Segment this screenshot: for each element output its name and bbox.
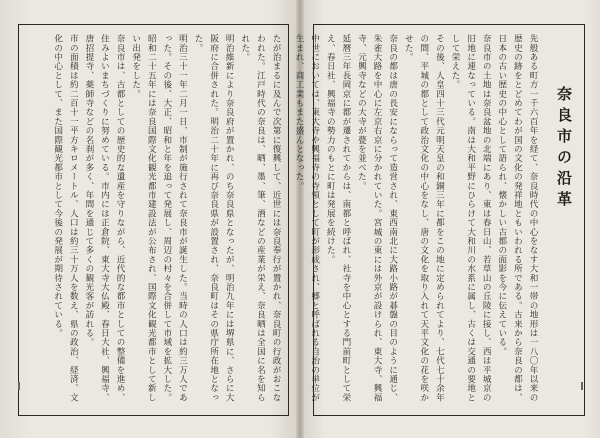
- page-title: 奈良市の沿革: [555, 86, 573, 212]
- left-page-body-text: たが治まるに及んで次第に復興して、近世には奈良奉行が置かれ、奈良町の行政がおこなわれた。江戸時代の奈良は、晒、墨、筆、酒などの産業が栄え、奈良晒は全国に名を知られた。 明治維新により奈良府が置かれ、のち奈良県となったが、明治九年には堺県に、さらに大阪府に合併された。明治二十年に再び奈良県が設置され、奈良町はその県庁所在地となった。 明治三十一年二月一日、市制が施行されて奈良市が誕生した。当時の人口は約三万人であった。その後、大正、昭和と年を追って発展し、周辺の村々を合併して市域を拡大した。 昭和二十五年には奈良国際文化観光都市建設法が公布され、国際文化観光都市として新しい出発をした。 奈良市は、古都としての歴史的な遺産を守りながら、近代的な都市としての整備を進め、住みよいまちづくりに努めている。市内には正倉院、東大寺大仏殿、春日大社、興福寺、唐招提寺、薬師寺などの名刹が多く、年間を通じて多くの観光客が訪れる。 市の面積は約二百十一平方キロメートル、人口は約三十万人を数え、県の政治、経済、文化の中心として、また国際観光都市として今後の発展が期待されている。: [52, 34, 281, 402]
- right-page-edge-mark: [581, 382, 583, 390]
- left-page-edge-mark: [18, 382, 20, 390]
- right-page-body-text: 先般ある町方一千六百年を経て、奈良時代の中心をなす大和一帯の地形は一八〇年以来の歴史の跡をとどめてわが国の文化の発祥地ともいわれる所である。古来から奈良の都は、日本の古い歴史の中心として語られ、懐かしい古都の面影を今に伝えている。 奈良市の土地は奈良盆地の北端にあり、東は春日山、若草山の丘陵に接し、西は平城京の旧地に連なっている。南は大和平野にひらけて大和川の水系に属し、古くは交通の要地として栄えた。 その後、人皇四十三代元明天皇の和銅三年に都をこの地に定められてより、七代七十余年の間、平城の都として政治文化の中心をなし、唐の文化を取り入れて天平文化の花を咲かせた。 奈良の都は唐の長安にならって造営され、東西南北に大路小路が碁盤の目のように通じ、朱雀大路を中心に左京右京に分かれていた。宮城の東には外京が設けられ、東大寺、興福寺、元興寺などの大寺が甍を並べた。 延暦三年長岡京に都が遷されてからは、南都と呼ばれ、社寺を中心とする門前町として栄え、春日社、興福寺の勢力のもとに町は発展を続けた。 中世においては、東大寺や興福寺の寺領として町が形成され、郷と呼ばれる自治の単位が生まれ、商工業もまた盛んとなった。: [294, 34, 538, 402]
